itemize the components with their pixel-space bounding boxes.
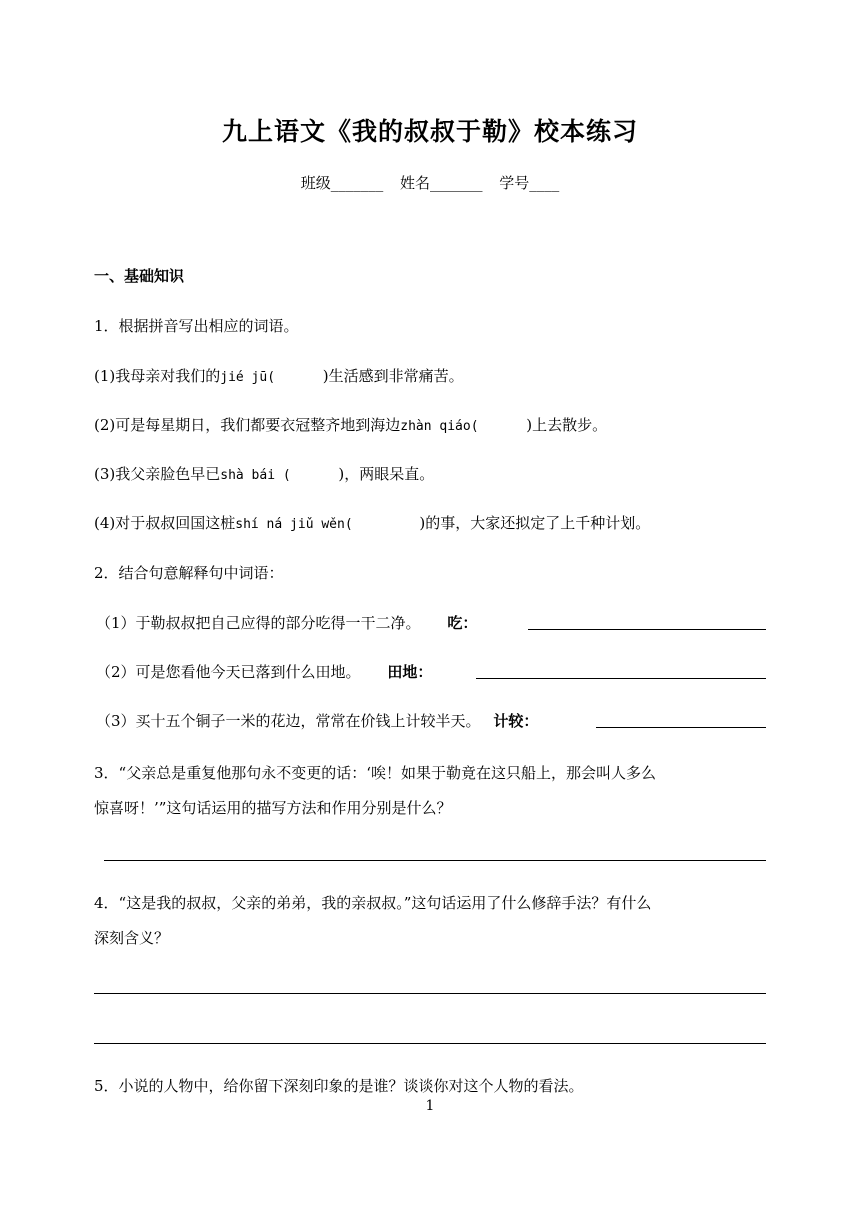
question-5-line-1: 5．小说的人物中，给你留下深刻印象的是谁？谈谈你对这个人物的看法。 bbox=[94, 1077, 584, 1095]
answer-blank[interactable] bbox=[479, 416, 527, 434]
pinyin: zhàn qiáo( bbox=[400, 419, 479, 434]
q1-item-1: (1)我母亲对我们的jié jū( )生活感到非常痛苦。 bbox=[94, 367, 464, 385]
q1-item-2: (2)可是每星期日，我们都要衣冠整齐地到海边zhàn qiáo( )上去散步。 bbox=[94, 416, 608, 434]
q2-item-1: （1）于勒叔叔把自己应得的部分吃得一干二净。 吃： bbox=[96, 614, 478, 632]
page-title: 九上语文《我的叔叔于勒》校本练习 bbox=[221, 117, 638, 146]
q2-item-3: （3）买十五个铜子一米的花边，常常在价钱上计较半天。 计较： bbox=[96, 712, 539, 730]
answer-line[interactable] bbox=[596, 727, 766, 728]
answer-blank[interactable] bbox=[353, 514, 420, 532]
pinyin: shí ná jiǔ wěn( bbox=[235, 517, 353, 532]
page-number: 1 bbox=[425, 1098, 435, 1114]
answer-blank[interactable] bbox=[291, 465, 339, 483]
answer-line[interactable] bbox=[528, 629, 766, 630]
term-label: 吃： bbox=[447, 614, 478, 632]
class-field[interactable]: 班级_______ bbox=[300, 174, 384, 192]
student-info-line bbox=[0, 172, 860, 193]
name-field[interactable]: 姓名_______ bbox=[399, 174, 483, 192]
question-1-stem: 1．根据拼音写出相应的词语。 bbox=[94, 317, 299, 335]
question-3-line-1: 3．“父亲总是重复他那句永不变更的话：‘唉！如果于勒竟在这只船上，那会叫人多么 bbox=[94, 764, 656, 782]
question-4-line-1: 4．“这是我的叔叔，父亲的弟弟，我的亲叔叔。”这句话运用了什么修辞手法？有什么 bbox=[94, 894, 652, 912]
term-label: 计较： bbox=[493, 712, 539, 730]
answer-line[interactable] bbox=[94, 1043, 766, 1044]
question-3-line-2: 惊喜呀！’”这句话运用的描写方法和作用分别是什么？ bbox=[94, 799, 452, 817]
question-2-stem: 2．结合句意解释句中词语： bbox=[94, 564, 284, 582]
answer-line[interactable] bbox=[94, 993, 766, 994]
pinyin: jié jū( bbox=[220, 370, 276, 385]
pinyin: shà bái ( bbox=[220, 468, 291, 483]
question-4-line-2: 深刻含义？ bbox=[94, 929, 170, 947]
answer-line[interactable] bbox=[104, 860, 766, 861]
answer-blank[interactable] bbox=[275, 367, 323, 385]
q1-item-4: (4)对于叔叔回国这桩shí ná jiǔ wěn( )的事，大家还拟定了上千种计划。 bbox=[94, 514, 651, 532]
q1-item-3: (3)我父亲脸色早已shà bái ( )，两眼呆直。 bbox=[94, 465, 435, 483]
section-heading: 一、基础知识 bbox=[94, 267, 185, 285]
q2-item-2: （2）可是您看他今天已落到什么田地。 田地： bbox=[96, 663, 433, 681]
term-label: 田地： bbox=[387, 663, 433, 681]
number-field[interactable]: 学号____ bbox=[499, 174, 560, 192]
answer-line[interactable] bbox=[476, 678, 766, 679]
